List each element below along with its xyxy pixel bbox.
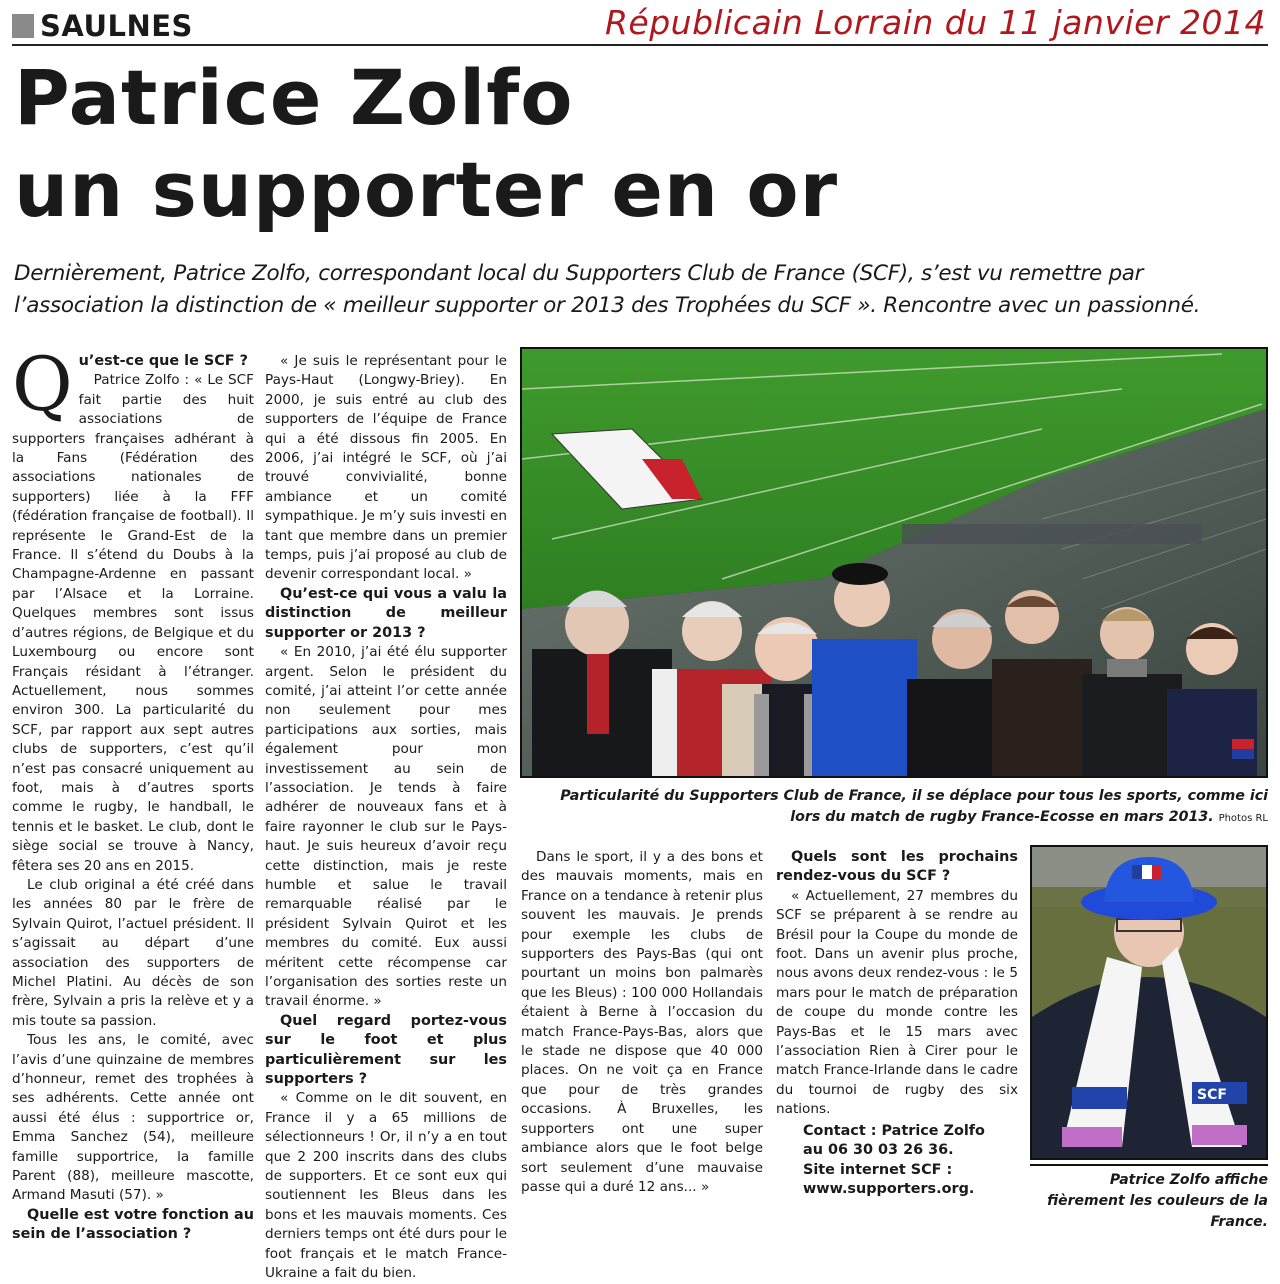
question-4: Quel regard portez-vous sur le foot et plus particulièrement sur les supporters ? [265,1012,507,1088]
photo-credit: Photos RL [1218,813,1268,824]
svg-text:SCF: SCF [1197,1087,1227,1103]
section-label: SAULNES [40,9,193,43]
masthead-date: Républicain Lorrain du 11 janvier 2014 [604,3,1266,42]
website-url[interactable]: www.supporters.org. [803,1180,975,1197]
contact-box [776,1122,1018,1200]
drop-cap: Q [12,342,73,428]
article-column-4 [776,828,1018,1199]
stadium-photo-illustration [522,349,1266,776]
answer-3: « En 2010, j’ai été élu supporter argent. Selon le président du comité, j’ai atteint l’or cette année non seulement pour mes participations aux sorties, mais également pour mon investissement au sein de l’association. Je tends à faire adhérer de nouveaux fans et à faire rayonner le club sur le Pays-haut. Je suis heureux d’avoir reçu cette distinction, mais je reste humble et salue le travail remarquable réalisé par le président Sylvain Quirot et les membres du comité. Eux aussi méritent cette récompense car l’organisation des sorties reste un travail énorme. » [265,644,507,1010]
section-marker [12,14,34,38]
contact-name: Contact : Patrice Zolfo [803,1122,985,1139]
answer-1-paragraph-3: Tous les ans, le comité, avec l’avis d’une quinzaine de membres d’honneur, remet des trophées à ses adhérents. Cette année ont aussi été élus : supportrice or, Emma Sanchez (54), meilleure famille supportrice, la famille Parent (88), meilleure mascotte, Armand Masuti (57). » [12,1032,254,1204]
headline-line-2: un supporter en or [14,145,839,234]
article-lede: Dernièrement, Patrice Zolfo, correspondant local du Supporters Club de France (SCF), s’est vu remettre par l’association la distinction de « meilleur supporter or 2013 des Trophées du SCF ». Rencontre avec un passionné. [14,261,1201,318]
group-photo-stadium [520,347,1268,778]
answer-4-paragraph-2: Dans le sport, il y a des bons et des mauvais moments, mais en France on a tendance à retenir plus souvent les mauvais. Je prends pour exemple les clubs de supporters des Pays-Bas (qui ont pourtant un moins bon palmarès que les Bleus) : 100 000 Hollandais étaient à Berne à l’occasion du match France-Pays-Bas, alors que le stade ne dispose que 40 000 places. On ne voit ça en France que pour de très grandes occasions. À Bruxelles, les supporters ont une super ambiance alors que le foot belge sort seulement d’une mauvaise passe qui a duré 12 ans... » [521,849,763,1195]
answer-1-paragraph-1: Patrice Zolfo : « Le SCF fait partie des huit associations de supporters françaises adhérant à la Fans (Fédération des associations nationales de supporters) liée à la FFF (fédération française de football). Il représente le Grand-Est de la France. Il s’étend du Doubs à la Champagne-Ardenne en passant par l’Alsace et la Lorraine. Quelques membres sont issus d’autres régions, de Belgique et du Luxembourg ou encore sont Français résidant à l’étranger. Actuellement, nous sommes environ 300. La particularité du SCF, par rapport aux sept autres clubs de supporters, c’est qu’il n’est pas consacré uniquement au foot, mais à d’autres sports comme le rugby, le handball, le tennis et le basket. Le club, dont le siège social se trouve à Nancy, fêtera ses 20 ans en 2015. [12,372,254,874]
portrait-caption: Patrice Zolfo affiche fièrement les couleurs de la France. [1047,1172,1268,1230]
answer-5: « Actuellement, 27 membres du SCF se préparent à se rendre au Brésil pour la Coupe du monde de foot. Dans un avenir plus proche, nous avons deux rendez-vous : le 5 mars pour le match de préparation de coupe du monde contre les Pays-Bas et le 15 mars avec l’association Rien à Cirer pour le match France-Irlande dans le cadre du tournoi de rugby des six nations. [776,887,1018,1118]
main-photo-caption-text: Particularité du Supporters Club de France, il se déplace pour tous les sports, comme ici lors du match de rugby France-Ecosse en mars 2013. [560,788,1268,825]
question-3: Qu’est-ce qui vous a valu la distinction de meilleur supporter or 2013 ? [265,585,507,641]
article-column-2 [265,334,507,1284]
portrait-photo [1030,845,1268,1160]
portrait-illustration [1032,847,1266,1158]
portrait-caption-rule [1030,1164,1268,1166]
headline-line-1: Patrice Zolfo [14,53,574,142]
website-label: Site internet SCF : [803,1161,953,1178]
question-5: Quels sont les prochains rendez-vous du SCF ? [776,849,1018,885]
main-photo-caption [560,786,1268,829]
article-column-3 [521,848,763,1197]
answer-1-paragraph-2: Le club original a été créé dans les années 80 par le frère de Sylvain Quirot, l’actuel président. Il s’agissait au départ d’une association des supporters de Michel Platini. Au décès de son frère, Sylvain a pris la relève et y a mis toute sa passion. [12,876,254,1029]
question-2: Quelle est votre fonction au sein de l’association ? [12,1206,254,1243]
question-1: u’est-ce que le SCF ? [78,353,248,369]
header-rule [12,44,1268,46]
answer-2: « Je suis le représentant pour le Pays-Haut (Longwy-Briey). En 2000, je suis entré au club des supporters de l’équipe de France qui a été dissous fin 2005. En 2006, j’ai intégré le SCF, où j’ai trouvé convivialité, bonne ambiance et un comité sympathique. Je m’y suis investi en tant que membre dans un premier temps, puis j’ai proposé au club de devenir correspondant local. » [265,353,507,583]
contact-phone: au 06 30 03 26 36. [803,1142,954,1159]
answer-4-paragraph-1: « Comme on le dit souvent, en France il y a 65 millions de sélectionneurs ! Or, il n’y a en tout que 2 200 inscrits dans des clubs de supporters. Et ce sont eux qui soutiennent les Bleus dans les bons et les mauvais moments. Ces derniers temps ont été durs pour le foot français et le match France-Ukraine a fait du bien. [265,1090,507,1282]
article-column-1 [12,342,254,1245]
